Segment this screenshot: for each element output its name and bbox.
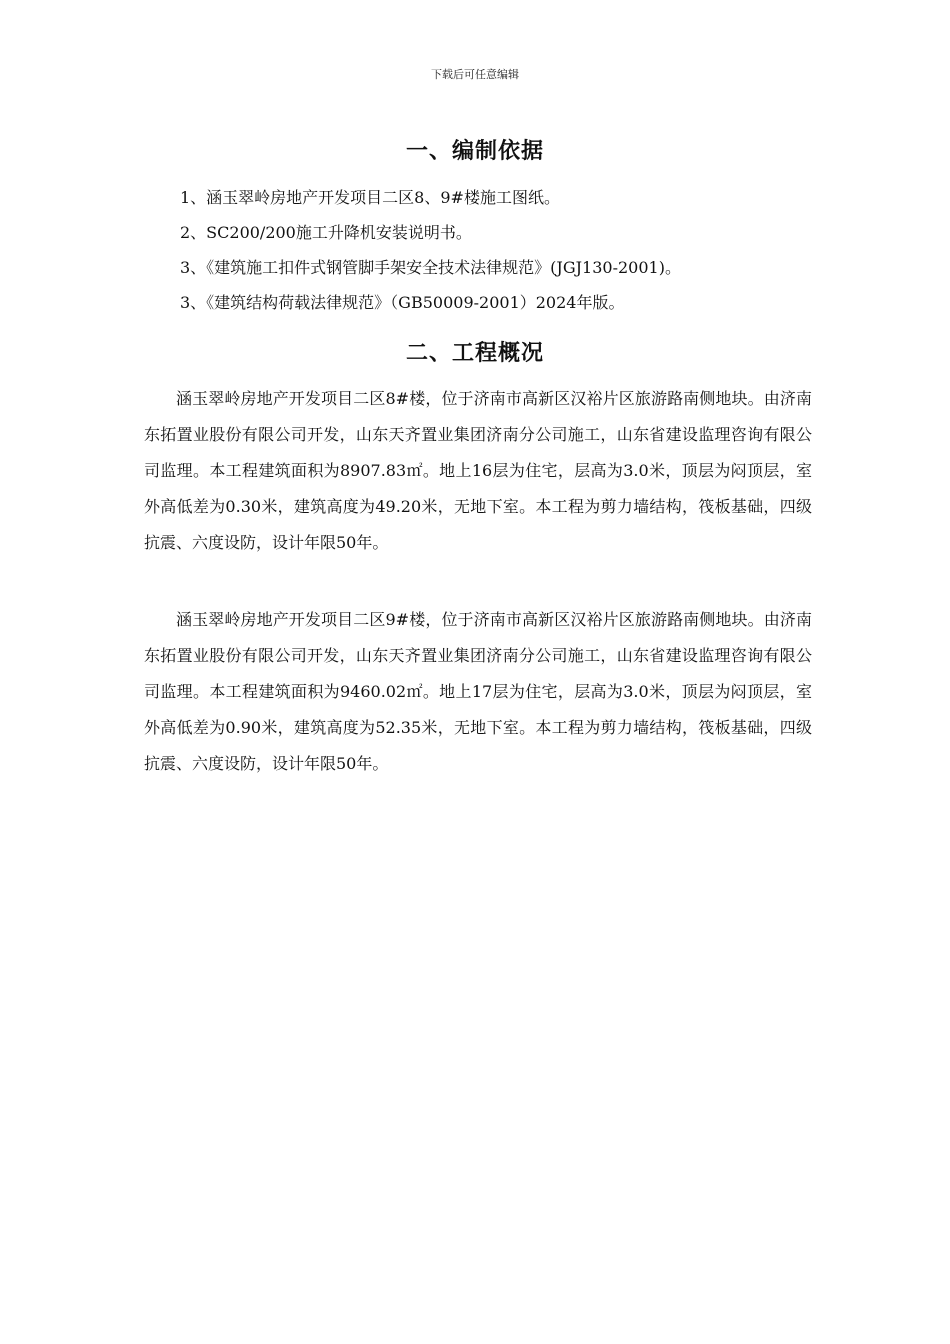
section-title-basis: 一、编制依据 (405, 138, 544, 164)
overview-paragraph-building-8: 涵玉翠岭房地产开发项目二区8#楼，位于济南市高新区汉裕片区旅游路南侧地块。由济南东拓置业股份有限公司开发，山东天齐置业集团济南分公司施工，山东省建设监理咨询有限公司监理。本工程建筑面积为8907.83㎡。地上16层为住宅，层高为3.0米，顶层为闷顶层，室外高低差为0.30米，建筑高度为49.20米，无地下室。本工程为剪力墙结构，筏板基础，四级抗震、六度设防，设计年限50年。 (144, 389, 812, 552)
basis-item: 2、SC200/200施工升降机安装说明书。 (180, 223, 472, 242)
header-note: 下载后可任意编辑 (431, 68, 519, 81)
overview-paragraph-building-9: 涵玉翠岭房地产开发项目二区9#楼，位于济南市高新区汉裕片区旅游路南侧地块。由济南东拓置业股份有限公司开发，山东天齐置业集团济南分公司施工，山东省建设监理咨询有限公司监理。本工程建筑面积为9460.02㎡。地上17层为住宅，层高为3.0米，顶层为闷顶层，室外高低差为0.90米，建筑高度为52.35米，无地下室。本工程为剪力墙结构，筏板基础，四级抗震、六度设防，设计年限50年。 (144, 610, 812, 773)
basis-list (180, 186, 820, 326)
basis-item: 3、《建筑结构荷载法律规范》（GB50009-2001）2024年版。 (180, 293, 625, 312)
basis-item: 3、《建筑施工扣件式钢管脚手架安全技术法律规范》(JGJ130-2001)。 (180, 258, 681, 277)
basis-item: 1、涵玉翠岭房地产开发项目二区8、9#楼施工图纸。 (180, 188, 560, 207)
section-title-overview: 二、工程概况 (405, 340, 544, 366)
